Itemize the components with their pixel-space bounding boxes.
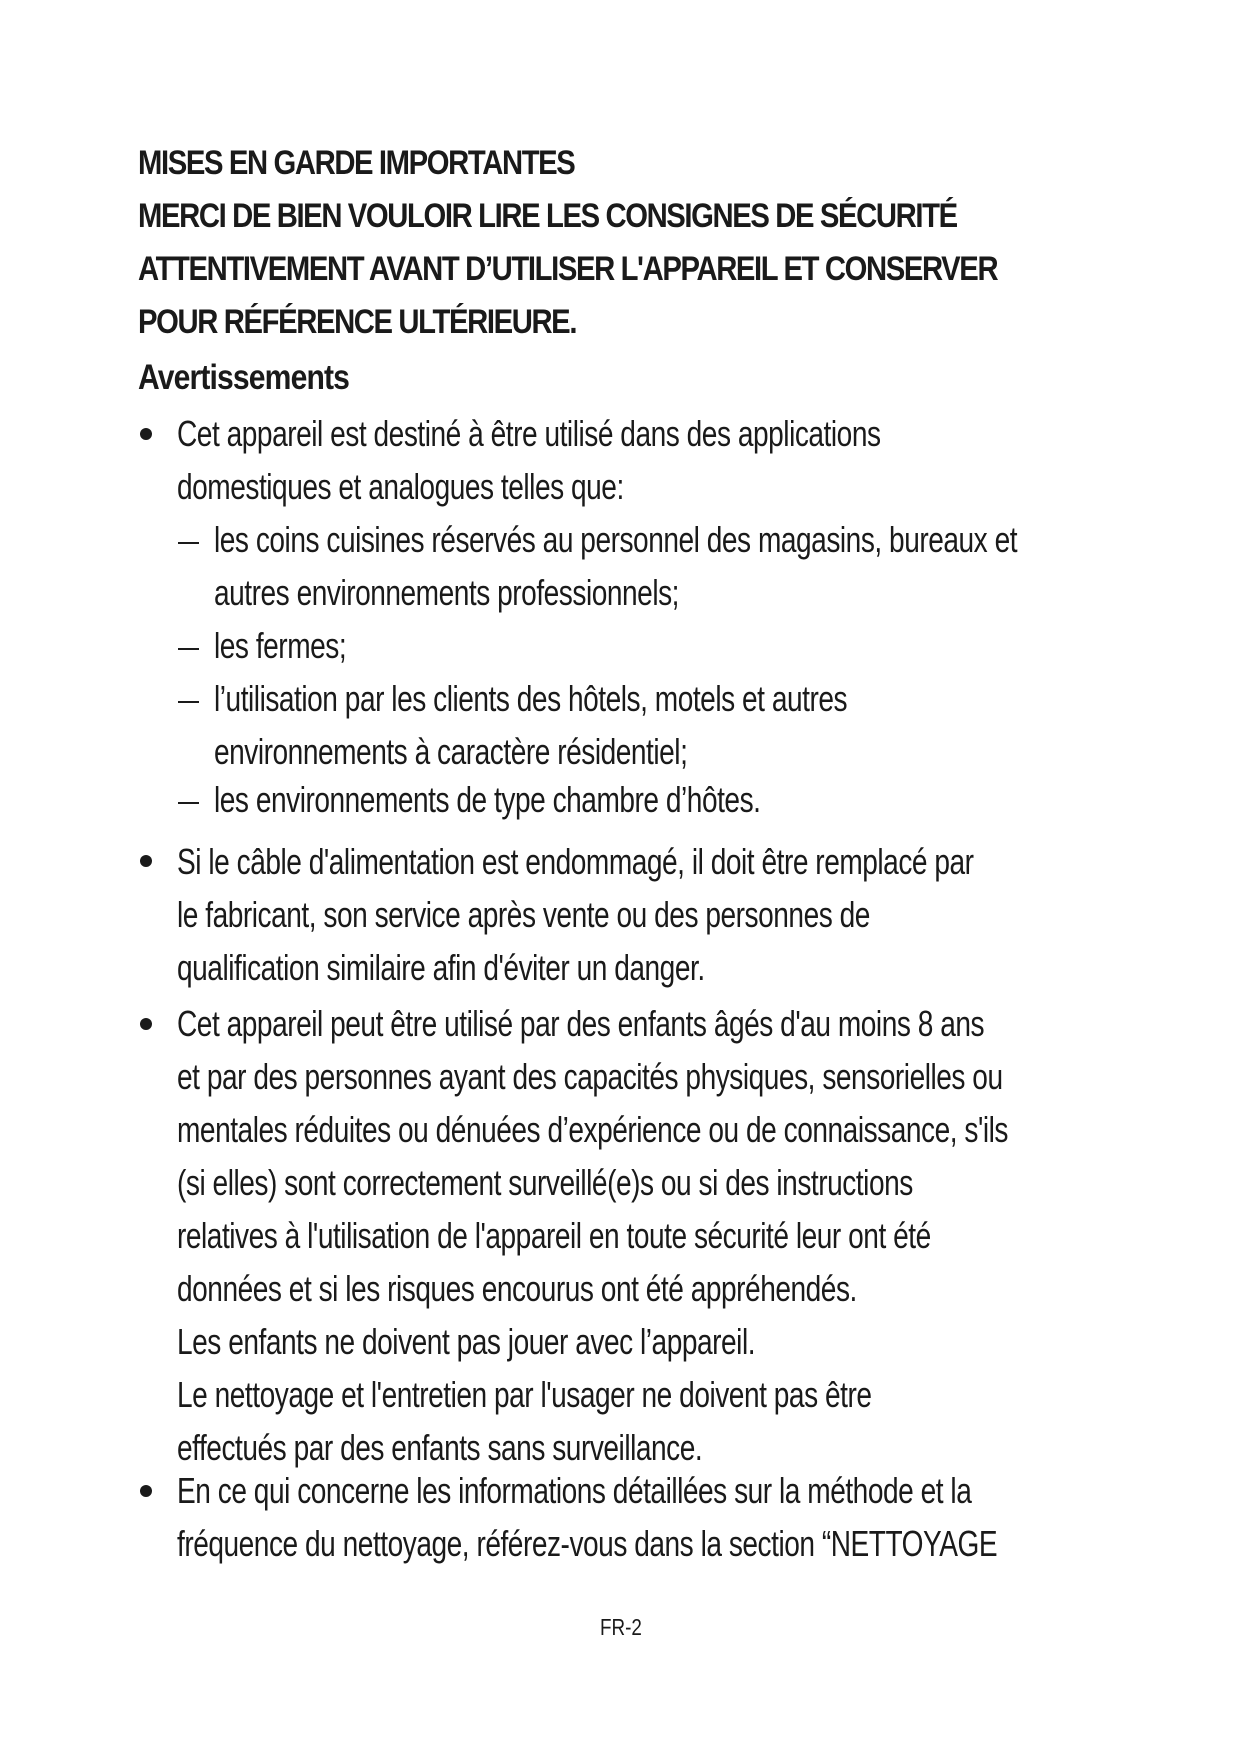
bullet-text-line: relatives à l'utilisation de l'appareil en toute sécurité leur ont été (177, 1215, 931, 1256)
sub-item-line: l’utilisation par les clients des hôtels, motels et autres (214, 678, 848, 719)
bullet-text-line: mentales réduites ou dénuées d’expérience ou de connaissance, s'ils (177, 1109, 1009, 1150)
bullet-text-line: (si elles) sont correctement surveillé(e)s ou si des instructions (177, 1162, 913, 1203)
page-title: MISES EN GARDE IMPORTANTES (138, 144, 575, 182)
dash-icon (178, 802, 199, 804)
bullet-text-line: données et si les risques encourus ont été appréhendés. (177, 1268, 857, 1309)
bullet-text-line: fréquence du nettoyage, référez-vous dans la section “NETTOYAGE (177, 1523, 998, 1564)
bullet-text-line: Cet appareil peut être utilisé par des enfants âgés d'au moins 8 ans (177, 1003, 985, 1044)
bullet-text-line: et par des personnes ayant des capacités physiques, sensorielles ou (177, 1056, 1003, 1097)
sub-item-line: les coins cuisines réservés au personnel des magasins, bureaux et (214, 519, 1018, 560)
dash-icon (178, 701, 199, 703)
bullet-text-line: domestiques et analogues telles que: (177, 466, 624, 507)
section-title: Avertissements (138, 358, 350, 397)
bullet-icon (140, 428, 152, 440)
bullet-text-line: le fabricant, son service après vente ou des personnes de (177, 894, 870, 935)
sub-item-line: les environnements de type chambre d’hôtes. (214, 779, 761, 820)
bullet-icon (140, 1018, 152, 1030)
bullet-text-line: qualification similaire afin d'éviter un danger. (177, 947, 705, 988)
bullet-text-line: En ce qui concerne les informations détaillées sur la méthode et la (177, 1470, 972, 1511)
bullet-text-line: Les enfants ne doivent pas jouer avec l’appareil. (177, 1321, 756, 1362)
instruction-line: MERCI DE BIEN VOULOIR LIRE LES CONSIGNES DE SÉCURITÉ (138, 197, 957, 235)
bullet-text-line: Si le câble d'alimentation est endommagé, il doit être remplacé par (177, 841, 974, 882)
bullet-text-line: Le nettoyage et l'entretien par l'usager ne doivent pas être (177, 1374, 872, 1415)
sub-item-line: autres environnements professionnels; (214, 572, 680, 613)
bullet-icon (140, 1485, 152, 1497)
dash-icon (178, 542, 199, 544)
instruction-line: ATTENTIVEMENT AVANT D’UTILISER L'APPAREIL ET CONSERVER (138, 250, 998, 288)
bullet-icon (140, 855, 152, 867)
dash-icon (178, 648, 199, 650)
bullet-text-line: effectués par des enfants sans surveillance. (177, 1427, 703, 1468)
sub-item-line: environnements à caractère résidentiel; (214, 731, 688, 772)
page-number: FR-2 (600, 1614, 642, 1640)
instruction-line: POUR RÉFÉRENCE ULTÉRIEURE. (138, 303, 577, 341)
sub-item-line: les fermes; (214, 625, 347, 666)
bullet-text-line: Cet appareil est destiné à être utilisé dans des applications (177, 413, 881, 454)
